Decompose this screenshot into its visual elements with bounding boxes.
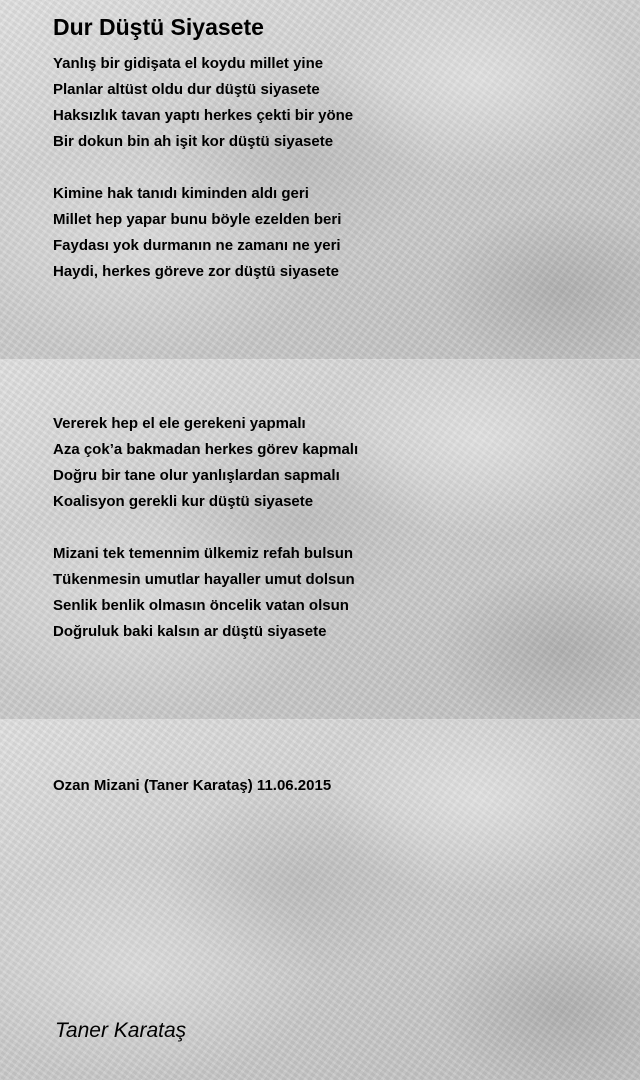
poem-line: Kimine hak tanıdı kiminden aldı geri [53, 185, 309, 202]
poem-line: Tükenmesin umutlar hayaller umut dolsun [53, 571, 355, 588]
poem-line: Millet hep yapar bunu böyle ezelden beri [53, 211, 342, 228]
poem-line: Bir dokun bin ah işit kor düştü siyasete [53, 133, 334, 150]
poem-line: Koalisyon gerekli kur düştü siyasete [53, 493, 314, 510]
poem-line: Aza çok’a bakmadan herkes görev kapmalı [53, 441, 359, 458]
poem-line: Senlik benlik olmasın öncelik vatan olsun [53, 597, 349, 614]
stanza-2 [53, 181, 341, 285]
poem-line: Vererek hep el ele gerekeni yapmalı [53, 415, 306, 432]
poem-line: Yanlış bir gidişata el koydu millet yine [53, 55, 324, 72]
poem-line: Doğru bir tane olur yanlışlardan sapmalı [53, 467, 340, 484]
poem-title: Dur Düştü Siyasete [53, 14, 264, 40]
author-name: Taner Karataş [55, 1019, 187, 1042]
poem-line: Haydi, herkes göreve zor düştü siyasete [53, 263, 339, 280]
poem-page-2 [0, 360, 640, 720]
poem-page-1 [0, 0, 640, 360]
poem-page-3 [0, 720, 640, 1080]
stanza-3 [53, 411, 358, 515]
stanza-1 [53, 51, 353, 155]
poem-line: Haksızlık tavan yaptı herkes çekti bir yöne [53, 107, 354, 124]
poem-line: Faydası yok durmanın ne zamanı ne yeri [53, 237, 341, 254]
poem-line: Mizani tek temennim ülkemiz refah bulsun [53, 545, 354, 562]
poem-line: Doğruluk baki kalsın ar düştü siyasete [53, 623, 327, 640]
stanza-4 [53, 541, 355, 645]
poem-line: Planlar altüst oldu dur düştü siyasete [53, 81, 320, 98]
poem-signature: Ozan Mizani (Taner Karataş) 11.06.2015 [53, 777, 332, 794]
